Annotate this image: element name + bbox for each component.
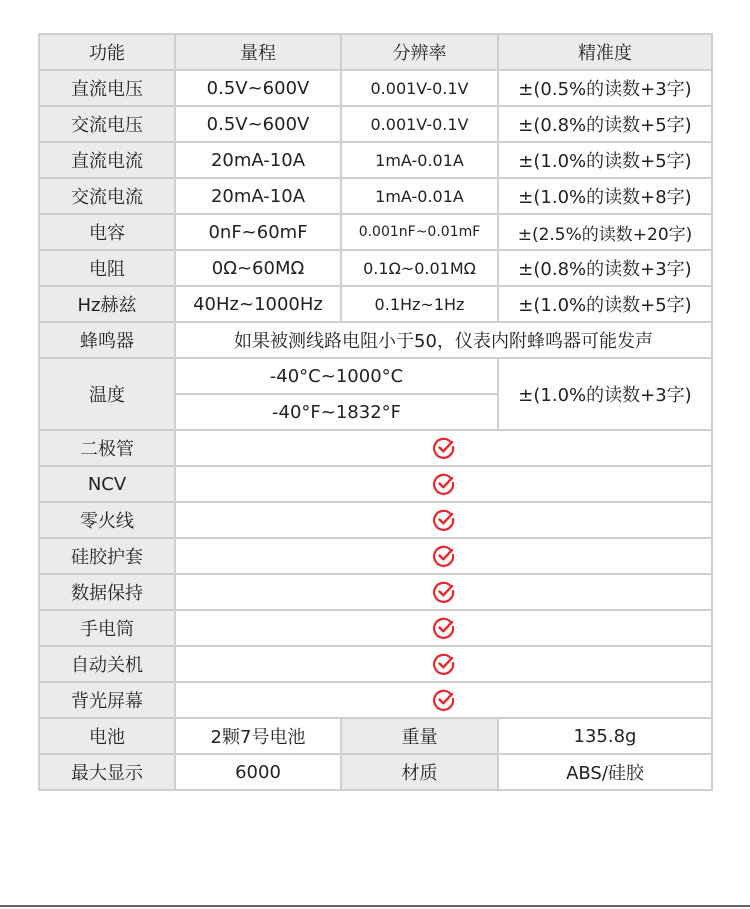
table-row [39, 214, 712, 250]
red-check-circle-icon [432, 688, 456, 712]
feature-row [39, 646, 712, 682]
table-row [39, 106, 712, 142]
feature-label: 自动关机 [39, 646, 175, 682]
battery-value: 2颗7号电池 [175, 718, 341, 754]
table-row [39, 250, 712, 286]
header-accuracy: 精准度 [498, 34, 712, 70]
accuracy-cell: ±(0.8%的读数+3字) [498, 250, 712, 286]
red-check-circle-icon [432, 580, 456, 604]
temperature-range-fahrenheit: -40°F~1832°F [175, 394, 498, 430]
range-cell: 0Ω~60MΩ [175, 250, 341, 286]
feature-row [39, 502, 712, 538]
feature-support-cell [175, 646, 712, 682]
spec-table [38, 33, 713, 791]
feature-support-cell [175, 538, 712, 574]
weight-label: 重量 [341, 718, 498, 754]
function-label: 电容 [39, 214, 175, 250]
weight-value: 135.8g [498, 718, 712, 754]
feature-label: 数据保持 [39, 574, 175, 610]
feature-support-cell [175, 430, 712, 466]
accuracy-cell: ±(0.5%的读数+3字) [498, 70, 712, 106]
red-check-circle-icon [432, 544, 456, 568]
table-row [39, 286, 712, 322]
feature-support-cell [175, 466, 712, 502]
feature-support-cell [175, 610, 712, 646]
function-label: 交流电流 [39, 178, 175, 214]
temperature-range-celsius: -40°C~1000°C [175, 358, 498, 394]
resolution-cell: 1mA-0.01A [341, 142, 498, 178]
buzzer-description: 如果被测线路电阻小于50，仪表内附蜂鸣器可能发声 [175, 322, 712, 358]
accuracy-cell: ±(1.0%的读数+5字) [498, 286, 712, 322]
header-function: 功能 [39, 34, 175, 70]
table-row [39, 178, 712, 214]
temperature-row-celsius [39, 358, 712, 394]
feature-support-cell [175, 574, 712, 610]
resolution-cell: 0.001V-0.1V [341, 106, 498, 142]
header-range: 量程 [175, 34, 341, 70]
red-check-circle-icon [432, 616, 456, 640]
function-label: 温度 [39, 358, 175, 430]
red-check-circle-icon [432, 508, 456, 532]
range-cell: 20mA-10A [175, 178, 341, 214]
function-label: 蜂鸣器 [39, 322, 175, 358]
range-cell: 40Hz~1000Hz [175, 286, 341, 322]
footer-row-battery [39, 718, 712, 754]
feature-label: 二极管 [39, 430, 175, 466]
function-label: 直流电压 [39, 70, 175, 106]
max-display-value: 6000 [175, 754, 341, 790]
table-row [39, 142, 712, 178]
max-display-label: 最大显示 [39, 754, 175, 790]
range-cell: 0.5V~600V [175, 70, 341, 106]
accuracy-cell: ±(1.0%的读数+8字) [498, 178, 712, 214]
range-cell: 20mA-10A [175, 142, 341, 178]
feature-label: NCV [39, 466, 175, 502]
function-label: 直流电流 [39, 142, 175, 178]
feature-label: 手电筒 [39, 610, 175, 646]
page-bottom-divider [0, 905, 750, 907]
feature-row [39, 574, 712, 610]
red-check-circle-icon [432, 652, 456, 676]
red-check-circle-icon [432, 472, 456, 496]
range-cell: 0nF~60mF [175, 214, 341, 250]
feature-label: 硅胶护套 [39, 538, 175, 574]
material-label: 材质 [341, 754, 498, 790]
buzzer-row [39, 322, 712, 358]
red-check-circle-icon [432, 436, 456, 460]
footer-row-display [39, 754, 712, 790]
feature-support-cell [175, 682, 712, 718]
feature-row [39, 682, 712, 718]
resolution-cell: 0.1Ω~0.01MΩ [341, 250, 498, 286]
feature-row [39, 610, 712, 646]
accuracy-cell: ±(0.8%的读数+5字) [498, 106, 712, 142]
header-resolution: 分辨率 [341, 34, 498, 70]
feature-support-cell [175, 502, 712, 538]
resolution-cell: 1mA-0.01A [341, 178, 498, 214]
accuracy-cell: ±(1.0%的读数+3字) [498, 358, 712, 430]
table-row [39, 70, 712, 106]
accuracy-cell: ±(1.0%的读数+5字) [498, 142, 712, 178]
battery-label: 电池 [39, 718, 175, 754]
range-cell: 0.5V~600V [175, 106, 341, 142]
table-header-row [39, 34, 712, 70]
resolution-cell: 0.1Hz~1Hz [341, 286, 498, 322]
function-label: 电阻 [39, 250, 175, 286]
resolution-cell: 0.001V-0.1V [341, 70, 498, 106]
function-label: 交流电压 [39, 106, 175, 142]
feature-label: 零火线 [39, 502, 175, 538]
feature-label: 背光屏幕 [39, 682, 175, 718]
function-label: Hz赫兹 [39, 286, 175, 322]
feature-row [39, 538, 712, 574]
material-value: ABS/硅胶 [498, 754, 712, 790]
resolution-cell: 0.001nF~0.01mF [341, 214, 498, 250]
accuracy-cell: ±(2.5%的读数+20字) [498, 214, 712, 250]
feature-row [39, 466, 712, 502]
feature-row [39, 430, 712, 466]
